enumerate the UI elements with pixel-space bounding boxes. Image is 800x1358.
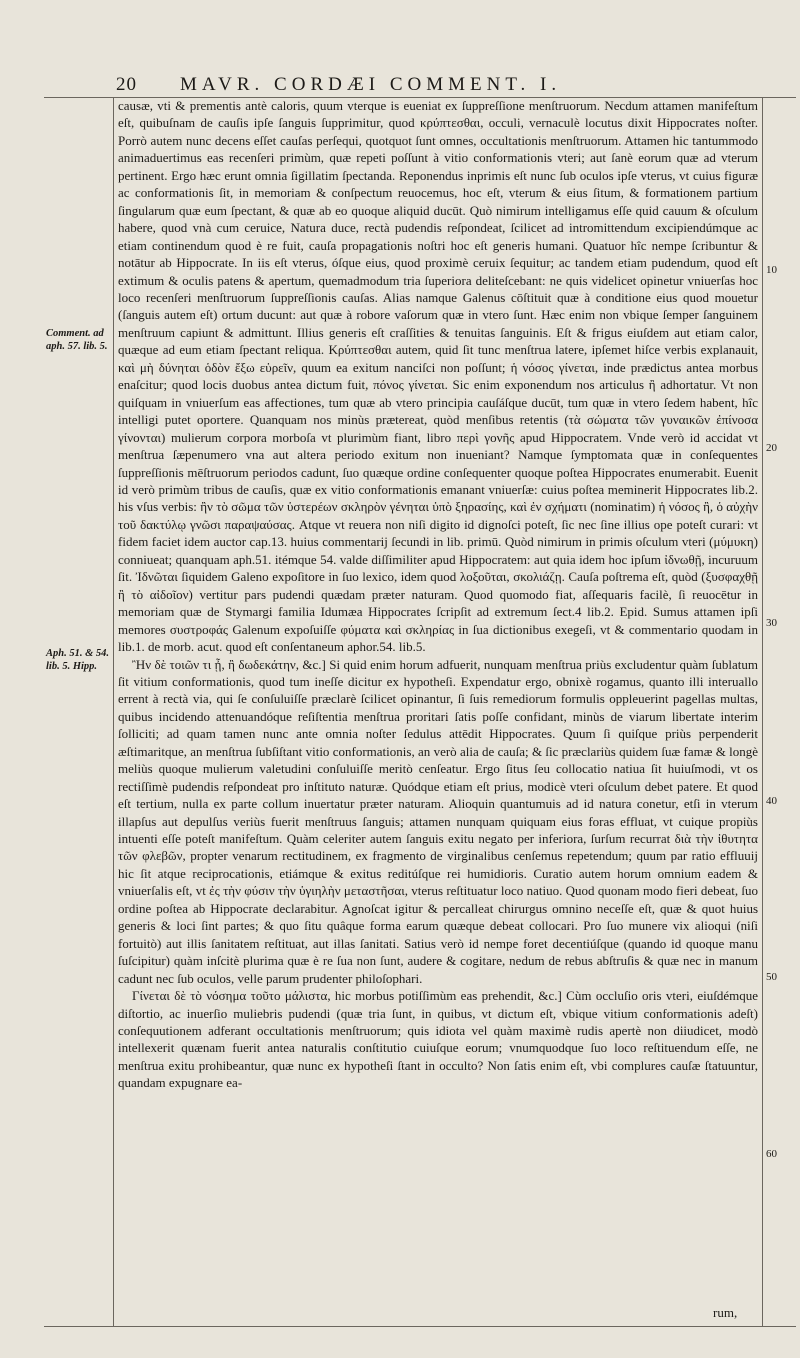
line-number-10: 10 — [766, 264, 777, 276]
marginal-note-commentary: Comment. ad aph. 57. lib. 5. — [46, 328, 108, 352]
paragraph-3: Γίνεται δὲ τὸ νόσημα τοῦτο μάλιστα, hic morbus potiſſimùm eas prehendit, &c.] Cùm occluſio oris vteri, eiuſdémque diſtortio, ac inuerſio muliebris pudendi (quæ tria ſunt, in quibus, vt dictum eſt, vbique vitium conformationis adeſt) conſequutionem adferant occultationis menſtruorum; quis idiota vel quàm maximè rudis apertè non diiudicet, modò intellexerit quænam fuerit antea naturalis conſtitutio cuiuſque eorum; vnumquodque ſuo loco reſtituendum eſſe, ne menſtrua exitu prohibeantur, quæ nunc ex hypotheſi ſtant in occulto? Non ſatis enim eſt, vbi complures cauſæ ſtatuuntur, quandam expugnare ea- — [118, 988, 758, 1091]
left-margin-rule — [113, 97, 114, 1327]
right-margin-rule — [762, 97, 763, 1327]
running-title: MAVR. CORDÆI COMMENT. I. — [180, 74, 562, 95]
running-head — [116, 74, 756, 98]
catchword: rum, — [713, 1305, 738, 1320]
line-number-20: 20 — [766, 442, 777, 454]
paragraph-1: causæ, vti & prementis antè caloris, quum vterque is eueniat ex ſuppreſſione menſtruorum. Necdum attamen manifeſtum eſt, quibuſnam de cauſis ipſe ſanguis ſupprimitur, quod κρύπτεσθαι, occuli, vernaculè locutus dixit Hippocrates noſter. Porrò autem nunc decens eſſet cauſas perſequi, quotquot ſunt omnes, occultationis menſtruorum. Attamen hic tantummodo animaduertimus eas recenſeri primùm, quæ repeti poſſunt à vitio conformationis vteri; aut ſanè eorum quæ ad vterum pertinent. Ergo hæc erunt omnia ſigillatim ſpectanda. Reponendus inprimis eſt nunc ſub oculos ipſe vterus, vt cuius figuræ ac conformationis ſit, in memoriam & conſpectum reuocemus, hoc eſt, vterum & eius ſitum, & formationem partium ſingularum quæ eum ſpectant, & quæ ab eo quoque aliquid ducūt. Quò nimirum intelligamus eſſe quid cauum & oſculum habere, quod vnà cum ceruice, Natura duce, rectà pudendis reſpondeat, ſcilicet ad intromittendum excipiendúmque ac etiam continendum quod è re fuit, cauſa propagationis noſtri hoc eſt generis humani. Quatuor hîc nempe ſcribuntur & notātur ab Hippocrate. In iis eſt vterus, óſque eius, quod proximè ceruix ſequitur; ac tandem etiam pudendum, quod eſt extimum & oculis patens & apertum, quemadmodum tria ſuperiora deliteſcebant: ne quis videlicet opinetur vniuerſas hoc loco recenſeri menſtruorum ſuppreſſionis cauſas. Alias namque Galenus cōſtituit quæ à conditione eius quod mouetur (ſanguis autem eſt) ortum ducunt: aut quæ à robore vaſorum quæ in vtero ſunt. Hæc enim non vbique ſemper ſanguinem menſtruum capiunt & admittunt. Illius generis eſt craſſities & tenuitas ſanguinis. Eſt & frigus eiuſdem aut etiam calor, quæque ad eum etiam ſpectant reliqua. Κρύπτεσθαι autem, quid ſit tunc menſtrua latere, ipſemet hiſce verbis explanauit, καὶ μὴ δύνηται ὁδὸν ἔξω εὑρεῖν, quum ea exitum nanciſci non poſſunt; ἡ νόσος γίνεται, inde prædictus antea morbus enaſcitur; quod locis duobus antea dictum fuit, πόνος γίνεται. Sic enim exponendum nos articulus ἢ adhortatur. Vt non quiſquam in vniuerſum eas affectiones, tum quæ ab vtero principia cauſáſque ducūt, tum quæ in vtero ſedem habent, hîc intelligi putet oportere. Quanquam nos minùs prætereat, quòd menſibus retentis (τὰ σώματα τῶν γυναικῶν ἐπίνοσα γίνονται) mulierum corpora morboſa vt plurimùm fiant, libro περὶ γονῆς apud Hippocratem. Vnde verò id accidat vt menſtrua ſæpenumero vna aut altera periodo exitum non inueniant? Namque ſymptomata quæ in conſequentes ſuppreſſionis mēſtruorum periodos cadunt, ſuo quæque ordine conſequenter quoque poſtea Hippocrates enumerabit. Euenit id verò primùm tribus de cauſis, quæ ex vitio conformationis emanant vniuerſæ: cuius poſtea meminerit Hippocrates lib.2. his vſus verbis: ἢν τὸ σῶμα τῶν ὑστερέων σκληρὸν γένηται ὑπὸ ξηρασίης, καὶ ἐν σχήματι (nominatim) ἡ νόσος ἢ, ὁ αὐχὴν τοῦ δακτύλῳ γνῶσι παραψαύσας. Atque vt reuera non niſi digito id dignoſci poteſt, ſic nec ſine illius ope poteſt curari: vt fidem faciet idem auctor cap.13. huius commentarij ſecundi in lib. primū. Quòd nimirum in primis oſculum vteri (μύμυκη) conniueat; quanquam aph.51. itémque 54. valde diſſimiliter apud Hippocratem: aut quia idem hoc ipſum ἰδνωθῇ, incuruum ſit. Ἰδνῶται ſiquidem Galeno expoſitore in ſuo lexico, idem quod λοξοῦται, σκολιάζῃ. Cauſa poſtrema eſt, quòd (ξυσφαχθῇ ἢ τὸ αἰδοῖον) vertitur pars pudendi quædam præter naturam. Quod quomodo fiat, aſſequaris facilè, ſi reuocētur in memoriam quæ de Stymargi familia Idumæa Hippocrates ſcripſit ad extremum ſect.4 lib.2. Epid. Sumus attamen ipſi memores συστροφάς Galenum expoſuiſſe φύματα καὶ σκληρίας in ſua dictionibus exegeſi, vt & commentario quodam in lib.1. de morb. acut. quod eſt conſentaneum aphor.54. lib.5. — [118, 98, 758, 655]
marginal-note-aphorisms: Aph. 51. & 54. lib. 5. Hipp. — [46, 648, 110, 672]
line-number-50: 50 — [766, 971, 777, 983]
footer-rule — [44, 1326, 796, 1327]
line-number-60: 60 — [766, 1148, 777, 1160]
paragraph-2: Ἢν δὲ τοιῶν τι ᾖ, ἢ δωδεκάτην, &c.] Si quid enim horum adfuerit, nunquam menſtrua priùs excludentur quàm ſublatum ſit vitium conformationis, quod tum ineſſe dicitur ex hypotheſi. Expendatur ergo, obnixè rogamus, quanto illi interuallo errent à rectà via, qui ſe conſuluiſſe præclarè ſcilicet opinantur, ſi ſuis remediorum formulis oppleuerint pagellas multas, quibus incidendo attenuandóque reſiſtentia menſtrua proritari ſatis poſſe confidant, minùs de viarum libertate interim ſolliciti; ad quam tamen nunc ante omnia noſter ſedulus attēdit Hippocrates. Quum ſi quiſque priùs perpenderit æſtimaritque, an menſtrua ſubſiſtant vitio conformationis, an verò alia de cauſa; & ſic præclariùs quidem ſuæ famæ & longè meliùs quoque mulierum valetudini conſuluiſſe meritò cenſeatur. Ergo ſitus ſeu collocatio natiua ſit huiuſmodi, vt os rectiſſimè pudendis reſpondeat pro inſtituto naturæ. Quódque etiam eſt prius, modicè vteri oſculum debet patere. Et quod eſt tertium, nulla ex parte collum inuertatur præter naturam. Alioquin quantumuis ad id natura conetur, etſi in vterum illapſus aut depulſus veriùs fuerit menſtruus ſanguis; attamen nunquam quiquam eius foras effluat, vt cuique propiùs intuenti eſſe poteſt manifeſtum. Quàm celeriter autem ſanguis exitu negato per inferiora, ſurſum recurrat διὰ τὴν ἰθυτητα τῶν φλεβῶν, propter venarum rectitudinem, ex fragmento de virginalibus cenſemus repetendum; quum par ratio effluuij hic ſit atque reciprocationis, etiámque & exitus reditúſque rei humidioris. Curatio autem horum omnium eadem & vniuerſalis eſt, vt ἐς τὴν φύσιν τὴν ὑγιηλὴν μεταστῆσαι, vterus reſtituatur loco natiuo. Quod quonam modo fieri debeat, ſuo ordine poſtea ab Hippocrate declarabitur. Agnoſcat igitur & percalleat chirurgus omnino neceſſe eſt, quæ & quot huius generis & loci ſint partes; & quo ſitu quâque forma earum quæque debeat collocari. Pro ſuo munere vix alioqui (niſi fortuitò) aut illis ſanitatem reſtituat, aut illas ſanitati. Satius verò id nempe foret decentiúſque (quando id quoque manu ſuſcipitur) quàm inſcitè plurima quæ è re ſua non ſunt, audere & cogitare, nedum de rebus abſtruſis & quæ nec in manum cadunt nec ſub oculos, velle parum prudenter philoſophari. — [118, 656, 758, 986]
line-number-30: 30 — [766, 617, 777, 629]
commentary-text — [118, 97, 758, 1092]
page-number: 20 — [116, 74, 137, 95]
line-number-40: 40 — [766, 795, 777, 807]
